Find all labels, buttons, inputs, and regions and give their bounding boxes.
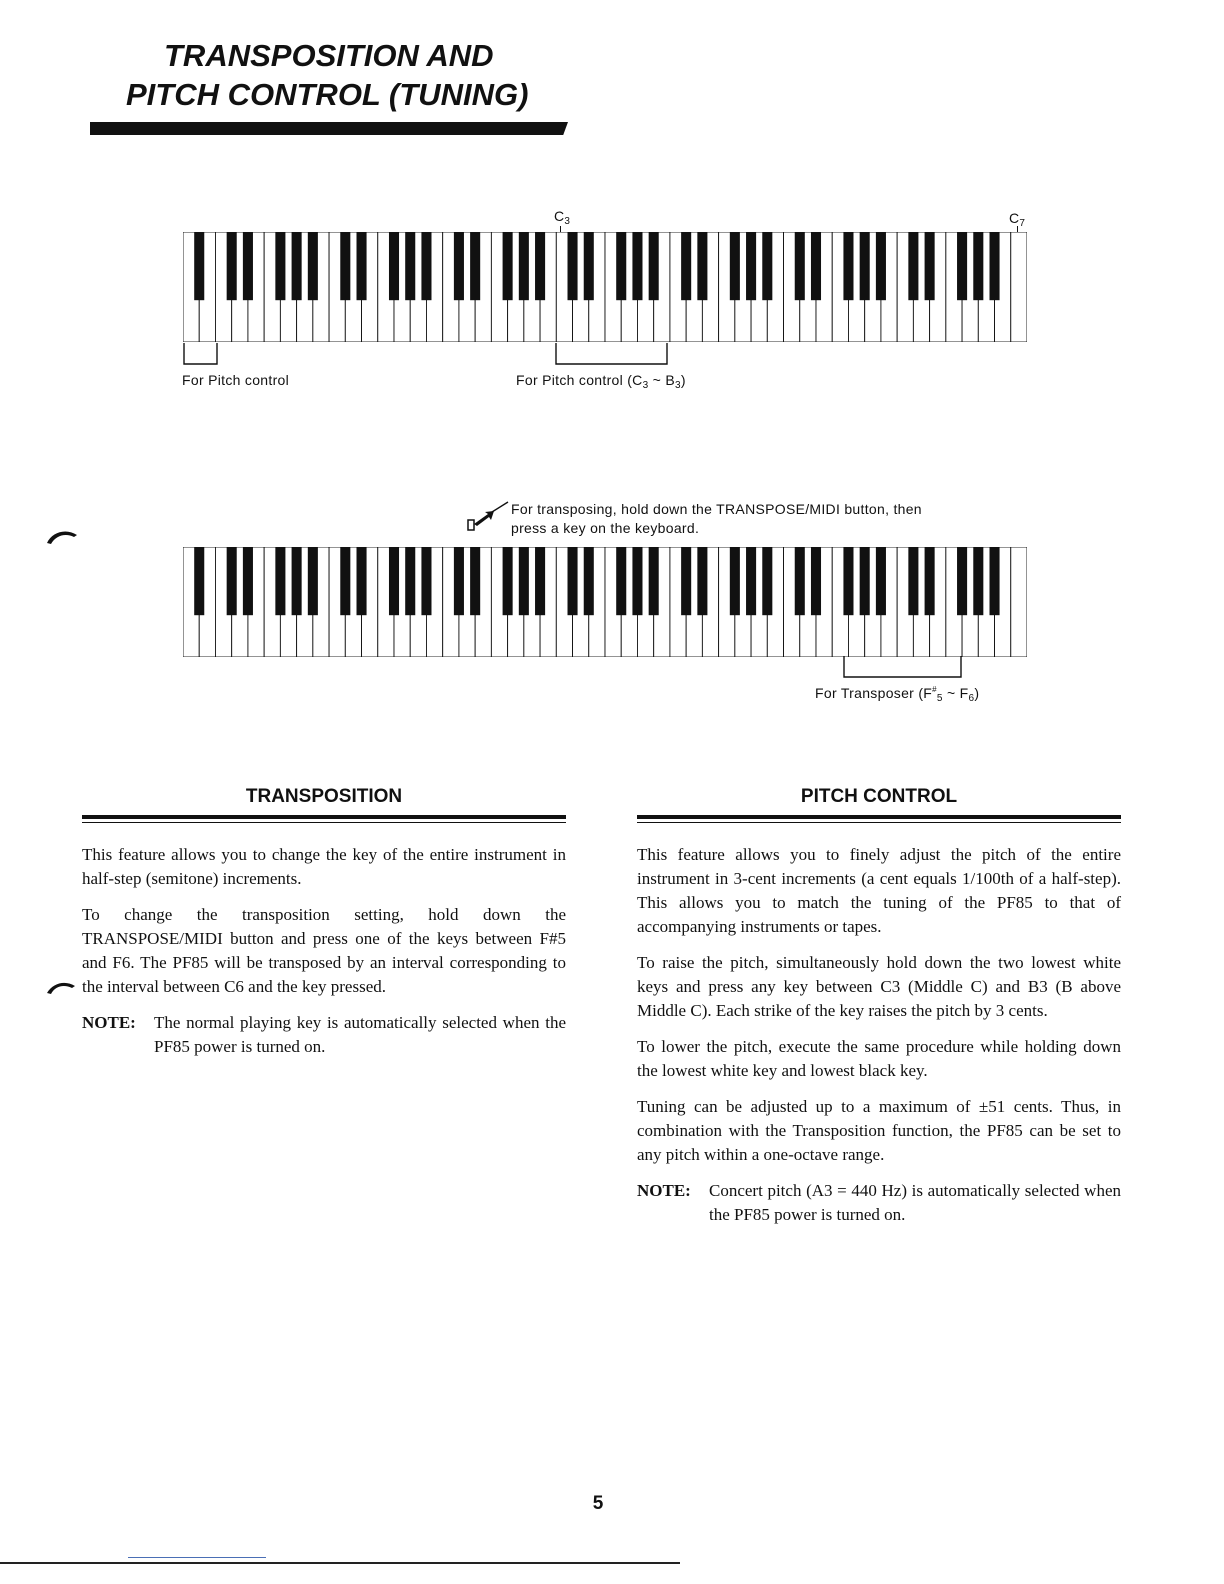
black-key	[519, 547, 529, 615]
black-key	[697, 547, 707, 615]
black-key	[519, 232, 529, 300]
black-key	[925, 232, 935, 300]
black-key	[811, 232, 821, 300]
pitch-note	[637, 1179, 1121, 1227]
transpose-instruction-line2: press a key on the keyboard.	[511, 520, 700, 536]
black-key	[243, 232, 253, 300]
black-key	[535, 232, 545, 300]
pointing-hand-icon	[458, 500, 510, 534]
black-key	[357, 547, 367, 615]
footer-accent-line	[128, 1557, 266, 1558]
black-key	[681, 547, 691, 615]
note-label: NOTE:	[82, 1013, 136, 1032]
pitch-control-caption-low: For Pitch control	[182, 372, 290, 388]
title-underline-bar	[90, 122, 568, 135]
c7-label: $C_7$	[1009, 210, 1026, 229]
black-key	[194, 232, 204, 300]
black-key	[405, 232, 415, 300]
transposer-caption: For Transposer ($F^{\#}_5$ ~ $F_6$)	[815, 685, 980, 704]
pitch-control-rule-thin	[637, 822, 1121, 823]
transposition-para-1: This feature allows you to change the key of the entire instrument in half-step (semitone) increments.	[82, 845, 566, 888]
transposition-note	[82, 1011, 566, 1059]
black-key	[990, 232, 1000, 300]
black-key	[275, 547, 285, 615]
page-title	[96, 36, 616, 114]
black-key	[340, 232, 350, 300]
black-key	[860, 547, 870, 615]
black-key	[811, 547, 821, 615]
pitch-para-4: Tuning can be adjusted up to a maximum of ±51 cents. Thus, in combination with the Transposition function, the PF85 can be set to any pitch within a one-octave range.	[637, 1097, 1121, 1164]
title-line-1: TRANSPOSITION AND	[164, 38, 494, 73]
black-key	[957, 547, 967, 615]
black-key	[649, 547, 659, 615]
footer-line	[0, 1562, 680, 1564]
c3-label: $C_3$	[554, 208, 571, 227]
transposition-body	[82, 843, 566, 1059]
black-key	[243, 547, 253, 615]
pitch-para-2: To raise the pitch, simultaneously hold down the two lowest white keys and press any key between C3 (Middle C) and B3 (B above Middle C). Each strike of the key raises the pitch by 3 cents.	[637, 953, 1121, 1020]
black-key	[292, 232, 302, 300]
transposition-rule-thin	[82, 822, 566, 823]
black-key	[990, 547, 1000, 615]
pitch-para-3: To lower the pitch, execute the same procedure while holding down the lowest white key and lowest black key.	[637, 1037, 1121, 1080]
black-key	[340, 547, 350, 615]
black-key	[568, 547, 578, 615]
black-key	[227, 232, 237, 300]
black-key	[649, 232, 659, 300]
black-key	[405, 547, 415, 615]
black-key	[762, 232, 772, 300]
black-key	[389, 232, 399, 300]
black-key	[454, 232, 464, 300]
black-key	[470, 232, 480, 300]
black-key	[876, 547, 886, 615]
pitch-para-1: This feature allows you to finely adjust the pitch of the entire instrument in 3-cent increments (a cent equals 1/100th of a half-step). This allows you to match the tuning of the PF85 to that of accompanying instruments or tapes.	[637, 845, 1121, 936]
black-key	[194, 547, 204, 615]
white-key	[1011, 232, 1027, 342]
title-line-2: PITCH CONTROL (TUNING)	[126, 77, 529, 112]
black-key	[730, 232, 740, 300]
black-key	[973, 547, 983, 615]
white-key	[1011, 547, 1027, 657]
black-key	[632, 547, 642, 615]
black-key	[925, 547, 935, 615]
black-key	[730, 547, 740, 615]
black-key	[632, 232, 642, 300]
note-text: Concert pitch (A3 = 440 Hz) is automatically selected when the PF85 power is turned on.	[709, 1181, 1121, 1224]
black-key	[308, 547, 318, 615]
transposition-rule-thick	[82, 815, 566, 819]
transposer-bracket	[843, 656, 963, 680]
note-text: The normal playing key is automatically selected when the PF85 power is turned on.	[154, 1013, 566, 1056]
black-key	[503, 547, 513, 615]
black-key	[616, 232, 626, 300]
black-key	[470, 547, 480, 615]
black-key	[957, 232, 967, 300]
black-key	[357, 232, 367, 300]
black-key	[876, 232, 886, 300]
black-key	[843, 232, 853, 300]
black-key	[908, 232, 918, 300]
pitch-control-caption-range: For Pitch control ($C_3$ ~ $B_3$)	[516, 372, 686, 391]
black-key	[227, 547, 237, 615]
black-key	[568, 232, 578, 300]
keyboard-diagram-transpose	[183, 547, 1027, 657]
black-key	[389, 547, 399, 615]
black-key	[616, 547, 626, 615]
black-key	[908, 547, 918, 615]
black-key	[746, 232, 756, 300]
black-key	[762, 547, 772, 615]
black-key	[535, 547, 545, 615]
black-key	[292, 547, 302, 615]
black-key	[421, 547, 431, 615]
pitch-control-heading: PITCH CONTROL	[800, 786, 958, 807]
black-key	[746, 547, 756, 615]
transposition-heading: TRANSPOSITION	[245, 786, 403, 807]
black-key	[275, 232, 285, 300]
black-key	[584, 232, 594, 300]
margin-mark-icon	[44, 526, 80, 546]
transposition-para-2: To change the transposition setting, hold down the TRANSPOSE/MIDI button and press one of the keys between F#5 and F6. The PF85 will be transposed by an interval corresponding to the interval between C6 and the key pressed.	[82, 905, 566, 996]
black-key	[795, 232, 805, 300]
page-number: 5	[592, 1493, 604, 1514]
black-key	[860, 232, 870, 300]
pitch-control-body	[637, 843, 1121, 1227]
black-key	[454, 547, 464, 615]
note-label: NOTE:	[637, 1181, 691, 1200]
pitch-control-rule-thick	[637, 815, 1121, 819]
black-key	[421, 232, 431, 300]
black-key	[503, 232, 513, 300]
margin-mark-icon	[44, 978, 78, 996]
black-key	[795, 547, 805, 615]
black-key	[584, 547, 594, 615]
black-key	[697, 232, 707, 300]
black-key	[308, 232, 318, 300]
black-key	[973, 232, 983, 300]
pitch-bracket-c3-b3	[555, 343, 669, 367]
pitch-bracket-low	[183, 343, 219, 367]
black-key	[843, 547, 853, 615]
keyboard-diagram-pitch	[183, 232, 1027, 342]
transpose-instruction-line1: For transposing, hold down the TRANSPOSE/MIDI button, then	[511, 501, 922, 517]
black-key	[681, 232, 691, 300]
